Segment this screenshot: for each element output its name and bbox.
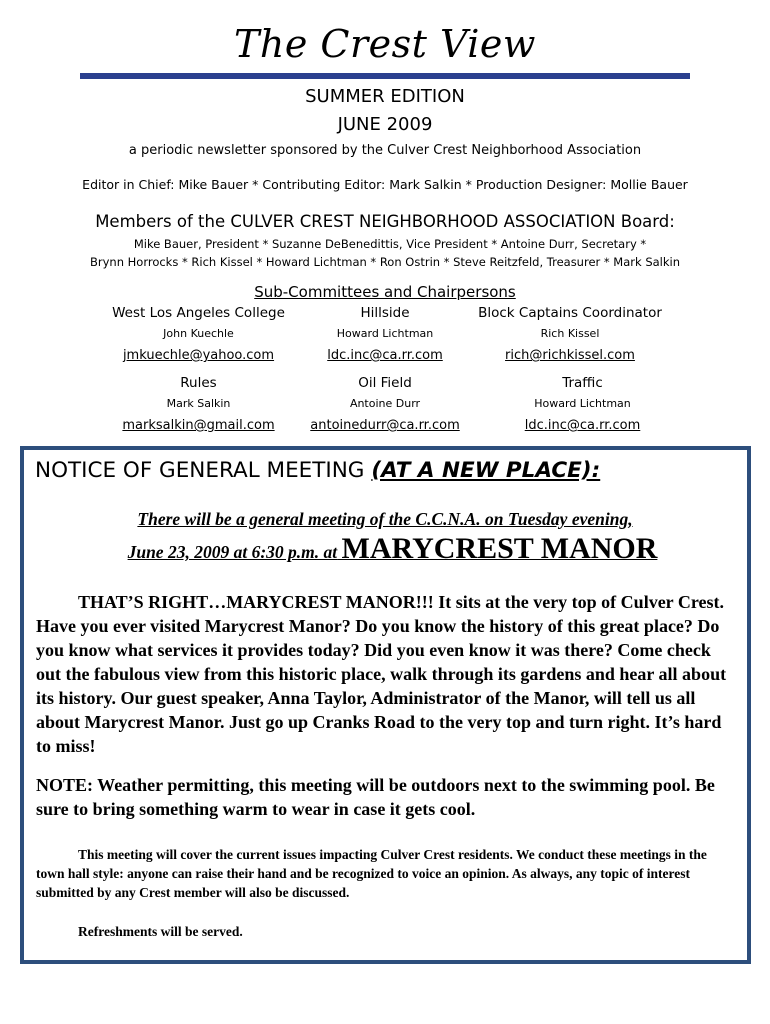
subcommittee-chair: Rich Kissel <box>540 327 600 340</box>
subcommittee-chair: Mark Salkin <box>166 397 231 410</box>
subcommittee-traffic <box>480 375 685 433</box>
subcommittee-email-link[interactable]: marksalkin@gmail.com <box>122 418 275 433</box>
board-members-line-1: Mike Bauer, President * Suzanne DeBenedittis, Vice President * Antoine Durr, Secretary * <box>133 237 647 251</box>
subcommittee-block-captains <box>465 305 675 363</box>
staff-credits: Editor in Chief: Mike Bauer * Contributing Editor: Mark Salkin * Production Designer: Mollie Bauer <box>82 177 688 192</box>
board-heading: Members of the CULVER CREST NEIGHBORHOOD ASSOCIATION Board: <box>95 212 675 231</box>
subcommittee-email-link[interactable]: rich@richkissel.com <box>505 348 635 363</box>
subcommittee-chair: Howard Lichtman <box>336 327 434 340</box>
title-rule <box>80 73 690 79</box>
edition-label: SUMMER EDITION <box>305 86 465 107</box>
notice-paragraph-weather: NOTE: Weather permitting, this meeting will be outdoors next to the swimming pool. Be sure to bring something warm to wear in case it gets cool. <box>36 775 715 819</box>
subcommittee-name: Rules <box>180 375 217 391</box>
notice-heading-text: NOTICE OF GENERAL MEETING <box>35 458 365 483</box>
board-members-line-2: Brynn Horrocks * Rich Kissel * Howard Lichtman * Ron Ostrin * Steve Reitzfeld, Treasurer * Mark Salkin <box>89 255 681 269</box>
subcommittee-email-link[interactable]: ldc.inc@ca.rr.com <box>327 348 443 363</box>
edition-date: JUNE 2009 <box>337 114 433 135</box>
notice-paragraph-format: This meeting will cover the current issues impacting Culver Crest residents. We conduct these meetings in the town hall style: anyone can raise their hand and be recognized to voice an opinion. As always, any topic of interest submitted by any Crest member will also be discussed. <box>36 847 707 900</box>
subcommittee-email-link[interactable]: ldc.inc@ca.rr.com <box>524 418 641 433</box>
notice-heading-new-place: (AT A NEW PLACE): <box>371 458 601 483</box>
subcommittees-heading: Sub-Committees and Chairpersons <box>254 283 516 301</box>
meeting-time: June 23, 2009 at 6:30 p.m. at <box>127 542 338 562</box>
meeting-date-line-2 <box>0 532 770 566</box>
notice-paragraph-venue: THAT’S RIGHT…MARYCREST MANOR!!! It sits at the very top of Culver Crest. Have you ever visited Marycrest Manor? Do you know the history of this great place? Do you know what services it provides today? Did you even know it was there? Come check out the fabulous view from this historic place, walk through its gardens and hear all about its history. Our guest speaker, Anna Taylor, Administrator of the Manor, will tell us all about Marycrest Manor. Just go up Cranks Road to the very top and turn right. It’s hard to miss! <box>36 592 727 756</box>
subcommittee-email-link[interactable]: antoinedurr@ca.rr.com <box>310 418 460 433</box>
subcommittee-chair: John Kuechle <box>163 327 234 340</box>
meeting-date-line-1: There will be a general meeting of the C.C.N.A. on Tuesday evening, <box>137 509 633 529</box>
subcommittee-chair: Howard Lichtman <box>534 397 631 410</box>
subcommittee-rules <box>96 375 301 433</box>
subcommittee-name: West Los Angeles College <box>112 305 285 321</box>
newsletter-title: The Crest View <box>234 22 536 66</box>
subcommittee-west-la-college <box>96 305 301 363</box>
meeting-venue: MARYCREST MANOR <box>341 532 658 565</box>
subcommittee-oil-field <box>295 375 475 433</box>
notice-paragraph-refreshments: Refreshments will be served. <box>78 924 243 939</box>
subcommittee-name: Block Captains Coordinator <box>478 305 662 321</box>
notice-heading <box>35 458 600 483</box>
subcommittee-chair: Antoine Durr <box>349 397 421 410</box>
subcommittee-hillside <box>305 305 465 363</box>
subcommittee-name: Hillside <box>360 305 410 321</box>
tagline: a periodic newsletter sponsored by the Culver Crest Neighborhood Association <box>128 143 642 158</box>
subcommittee-email-link[interactable]: jmkuechle@yahoo.com <box>122 348 275 363</box>
subcommittee-name: Oil Field <box>358 375 412 391</box>
subcommittee-name: Traffic <box>562 375 603 391</box>
